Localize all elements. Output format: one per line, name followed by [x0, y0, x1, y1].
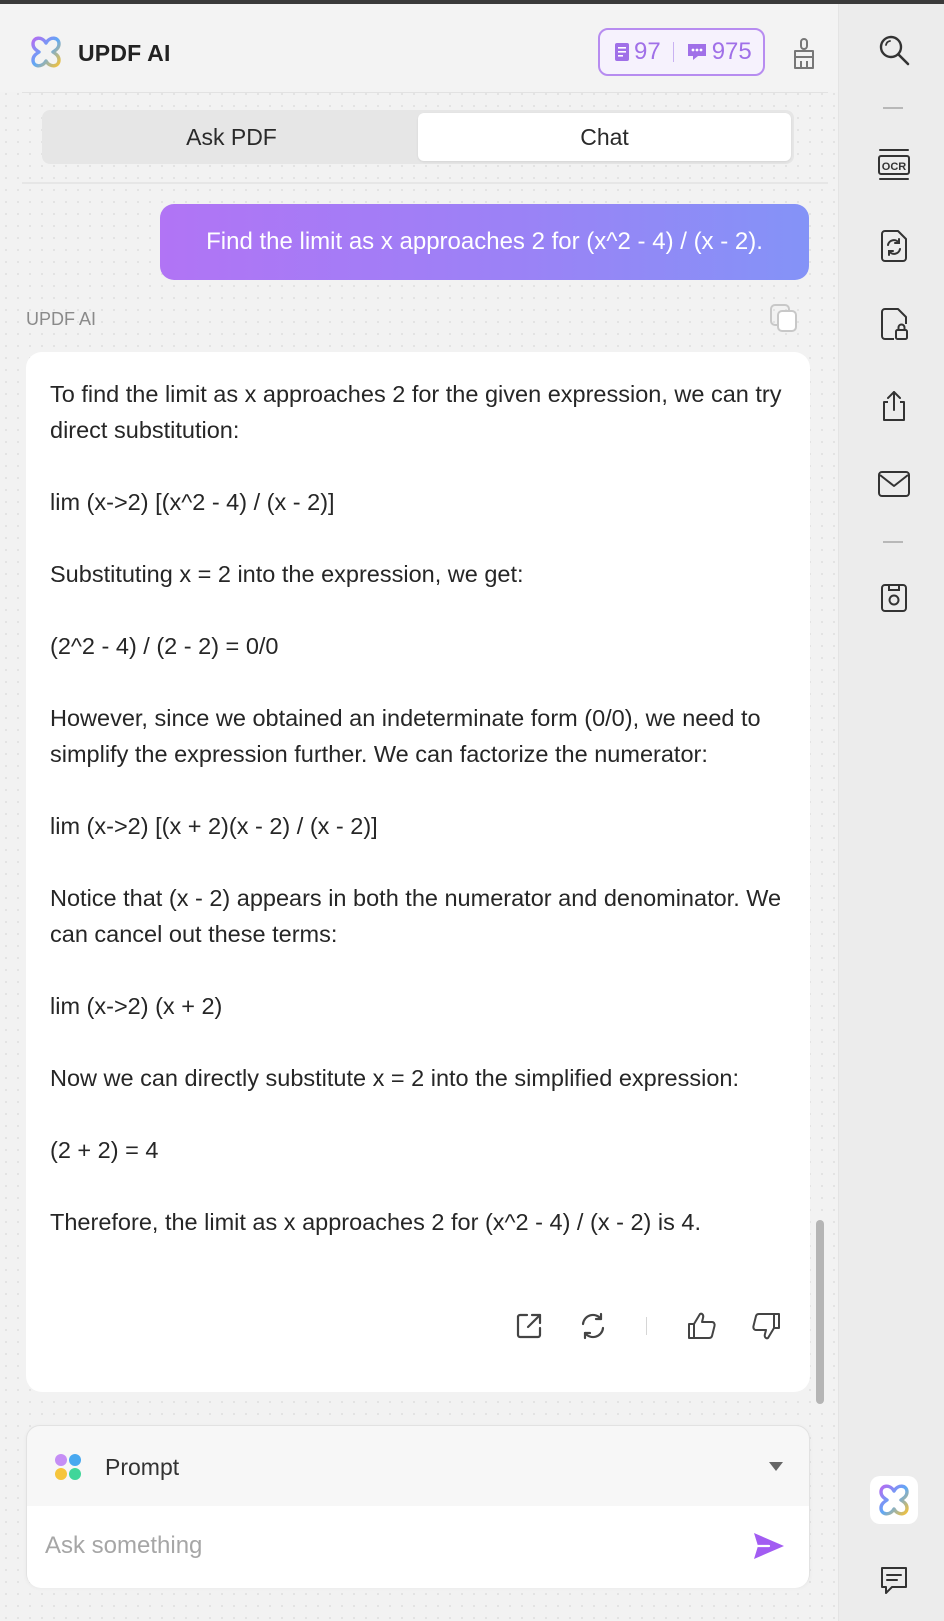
- mode-tabs: [42, 110, 794, 164]
- answer-paragraph: lim (x->2) [(x^2 - 4) / (x - 2)]: [50, 489, 335, 515]
- brand-title: UPDF AI: [78, 40, 171, 66]
- ask-input[interactable]: [45, 1526, 695, 1566]
- tab-chat[interactable]: Chat: [418, 113, 791, 161]
- export-button[interactable]: [512, 1309, 546, 1343]
- refresh-icon: [578, 1311, 608, 1341]
- send-icon[interactable]: [751, 1528, 787, 1564]
- panel-header: [0, 4, 838, 92]
- prompt-label: Prompt: [105, 1454, 180, 1480]
- rail-separator: [883, 541, 903, 543]
- email-button[interactable]: [876, 466, 912, 502]
- share-icon: [878, 388, 910, 424]
- answer-paragraph: (2^2 - 4) / (2 - 2) = 0/0: [50, 633, 279, 659]
- chevron-down-icon: [769, 1462, 783, 1471]
- composer: [26, 1425, 810, 1587]
- quota-badge[interactable]: [598, 28, 765, 76]
- share-button[interactable]: [876, 388, 912, 424]
- lock-document-icon: [878, 306, 910, 342]
- header-divider: [22, 92, 828, 93]
- answer-paragraph: Notice that (x - 2) appears in both the numerator and denominator. We can cancel out these terms:: [50, 885, 782, 947]
- answer-paragraph: Substituting x = 2 into the expression, we get:: [50, 561, 524, 587]
- thumbs-up-button[interactable]: [685, 1309, 719, 1343]
- prompt-selector[interactable]: [27, 1426, 809, 1508]
- save-icon: [879, 582, 909, 614]
- quota-divider: [673, 42, 674, 62]
- answer-actions: [512, 1306, 783, 1346]
- answer-paragraph: lim (x->2) (x + 2): [50, 993, 223, 1019]
- chat-scrollbar[interactable]: [816, 1220, 824, 1404]
- updf-ai-logo-icon: [876, 1482, 912, 1518]
- document-quota-icon: [614, 42, 630, 62]
- tabs-divider: [22, 182, 828, 184]
- answer-paragraph: Therefore, the limit as x approaches 2 for (x^2 - 4) / (x - 2) is 4.: [50, 1209, 701, 1235]
- export-icon: [514, 1311, 544, 1341]
- answer-paragraph: To find the limit as x approaches 2 for the given expression, we can try direct substitution:: [50, 381, 782, 443]
- thumbs-down-icon: [750, 1310, 782, 1342]
- convert-button[interactable]: [876, 228, 912, 264]
- thumbs-up-icon: [686, 1310, 718, 1342]
- protect-button[interactable]: [876, 306, 912, 342]
- ai-sender-label: UPDF AI: [26, 309, 97, 329]
- actions-divider: [646, 1317, 647, 1335]
- user-message-bubble: Find the limit as x approaches 2 for (x^2 - 4) / (x - 2).: [160, 204, 809, 280]
- answer-paragraph: lim (x->2) [(x + 2)(x - 2) / (x - 2)]: [50, 813, 378, 839]
- updf-ai-button[interactable]: [870, 1476, 918, 1524]
- convert-icon: [878, 228, 910, 264]
- chat-quota-icon: [686, 42, 708, 62]
- comments-button[interactable]: [876, 1562, 912, 1598]
- broom-clear-icon[interactable]: [790, 37, 818, 71]
- mail-icon: [877, 469, 911, 499]
- tab-ask-pdf[interactable]: Ask PDF: [186, 123, 277, 150]
- comment-icon: [878, 1564, 910, 1596]
- answer-paragraph: Now we can directly substitute x = 2 into the simplified expression:: [50, 1065, 740, 1091]
- search-button[interactable]: [876, 32, 912, 68]
- prompt-icon: [53, 1452, 83, 1482]
- regenerate-button[interactable]: [576, 1309, 610, 1343]
- answer-text: [50, 376, 790, 1276]
- search-icon: [877, 33, 911, 67]
- ai-answer-card: [26, 352, 810, 1392]
- answer-paragraph: However, since we obtained an indeterminate form (0/0), we need to simplify the expression further. We can factorize the numerator:: [50, 705, 761, 767]
- pdf-quota-count: 97: [634, 38, 661, 65]
- updf-logo-icon: [28, 34, 64, 70]
- chat-quota-count: 975: [711, 38, 752, 65]
- save-button[interactable]: [876, 580, 912, 616]
- rail-separator: [883, 107, 903, 109]
- ocr-icon: [876, 146, 912, 182]
- copy-icon[interactable]: [768, 302, 800, 334]
- thumbs-down-button[interactable]: [749, 1309, 783, 1343]
- answer-paragraph: (2 + 2) = 4: [50, 1137, 159, 1163]
- ocr-text: OCR: [881, 161, 907, 173]
- input-area: [27, 1506, 809, 1588]
- ocr-button[interactable]: [876, 146, 912, 182]
